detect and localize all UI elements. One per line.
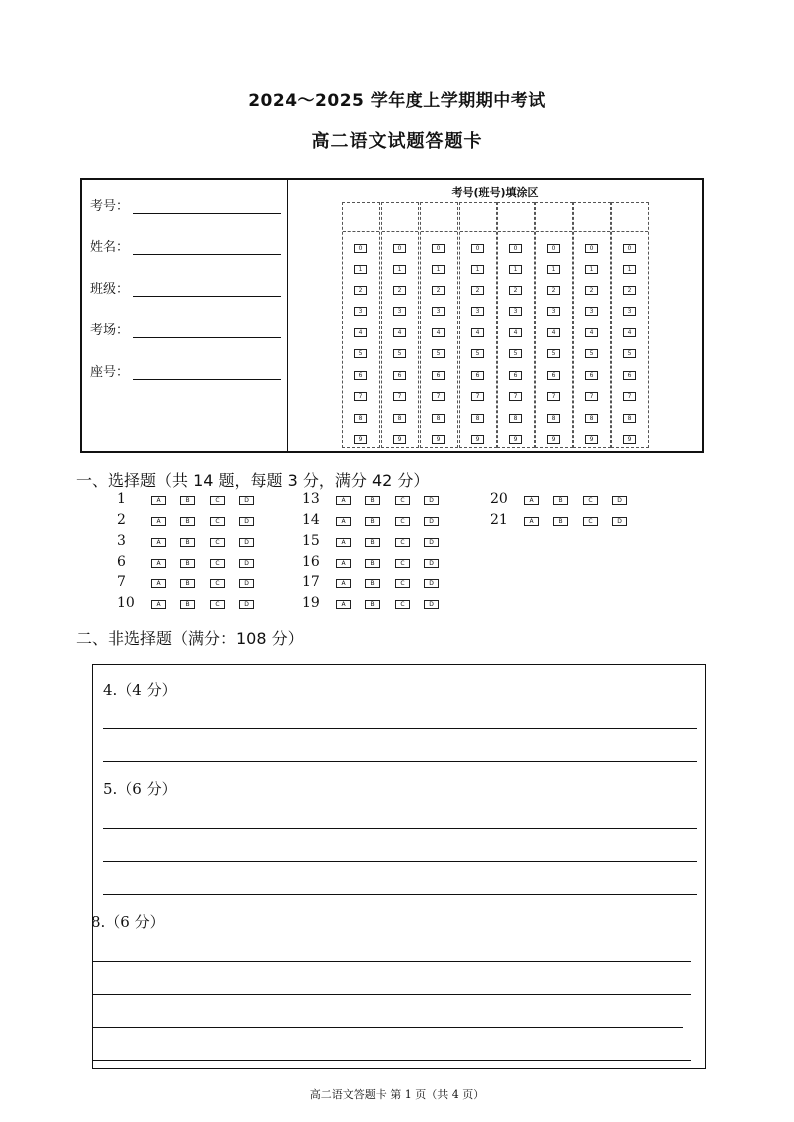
exam-id-write-cell[interactable]: [574, 203, 610, 232]
exam-id-bubble[interactable]: 1: [509, 265, 522, 274]
answer-bubble-d[interactable]: D: [424, 559, 439, 568]
exam-id-bubble[interactable]: 0: [354, 244, 367, 253]
exam-id-bubble[interactable]: 7: [623, 392, 636, 401]
answer-bubble-a[interactable]: A: [151, 496, 166, 505]
field-label: 座号：: [90, 365, 130, 380]
answer-bubble-b[interactable]: B: [180, 579, 195, 588]
answer-bubble-c[interactable]: C: [210, 517, 225, 526]
field-label: 班级：: [90, 282, 130, 297]
field-line: [133, 241, 281, 255]
exam-id-bubble[interactable]: 5: [393, 349, 406, 358]
answer-bubble-a[interactable]: A: [336, 559, 351, 568]
exam-id-bubble[interactable]: 9: [585, 435, 598, 444]
card-title: 高二语文试题答题卡: [311, 131, 483, 152]
answer-bubble-b[interactable]: B: [180, 496, 195, 505]
exam-id-bubble[interactable]: 8: [585, 414, 598, 423]
field-line: [133, 324, 281, 338]
exam-id-write-cell[interactable]: [421, 203, 457, 232]
exam-id-bubble[interactable]: 0: [471, 244, 484, 253]
question-number: 14: [302, 512, 320, 528]
exam-id-bubble[interactable]: 4: [509, 328, 522, 337]
exam-id-column: [381, 202, 419, 448]
exam-id-write-cell[interactable]: [536, 203, 572, 232]
exam-id-bubble[interactable]: 8: [547, 414, 560, 423]
exam-id-column: [573, 202, 611, 448]
exam-id-write-cell[interactable]: [498, 203, 534, 232]
exam-id-bubble[interactable]: 2: [471, 286, 484, 295]
answer-bubble-d[interactable]: D: [424, 579, 439, 588]
exam-id-bubble[interactable]: 8: [509, 414, 522, 423]
answer-line[interactable]: [103, 861, 697, 862]
answer-line[interactable]: [103, 761, 697, 762]
section-nonchoice-title: 二、非选择题（满分：108 分）: [76, 629, 304, 648]
exam-room-field[interactable]: [90, 319, 281, 338]
answer-bubble-d[interactable]: D: [424, 600, 439, 609]
exam-id-column: [497, 202, 535, 448]
exam-id-bubble[interactable]: 1: [471, 265, 484, 274]
exam-id-bubble[interactable]: 8: [471, 414, 484, 423]
exam-id-bubble[interactable]: 4: [623, 328, 636, 337]
answer-bubble-d[interactable]: D: [239, 517, 254, 526]
answer-bubble-c[interactable]: C: [210, 600, 225, 609]
exam-id-bubble[interactable]: 1: [354, 265, 367, 274]
exam-id-bubble[interactable]: 5: [623, 349, 636, 358]
field-label: 考场：: [90, 323, 130, 338]
exam-id-bubble[interactable]: 4: [432, 328, 445, 337]
exam-id-bubble[interactable]: 3: [432, 307, 445, 316]
answer-bubble-d[interactable]: D: [239, 579, 254, 588]
exam-id-bubble[interactable]: 1: [585, 265, 598, 274]
answer-bubble-a[interactable]: A: [524, 517, 539, 526]
answer-bubble-a[interactable]: A: [336, 538, 351, 547]
answer-bubble-d[interactable]: D: [424, 517, 439, 526]
answer-bubble-b[interactable]: B: [180, 538, 195, 547]
exam-id-bubble[interactable]: 1: [432, 265, 445, 274]
exam-id-column: [535, 202, 573, 448]
answer-bubble-b[interactable]: B: [180, 517, 195, 526]
exam-id-bubble[interactable]: 0: [547, 244, 560, 253]
exam-id-bubble[interactable]: 3: [354, 307, 367, 316]
question-number: 10: [117, 595, 135, 611]
field-line: [133, 283, 281, 297]
exam-id-bubble[interactable]: 9: [547, 435, 560, 444]
question-number: 17: [302, 574, 320, 590]
exam-id-bubble[interactable]: 3: [393, 307, 406, 316]
answer-bubble-d[interactable]: D: [239, 496, 254, 505]
answer-line[interactable]: [103, 894, 697, 895]
answer-bubble-b[interactable]: B: [180, 600, 195, 609]
answer-bubble-c[interactable]: C: [210, 559, 225, 568]
field-label: 考号：: [90, 199, 130, 214]
answer-bubble-c[interactable]: C: [395, 517, 410, 526]
question-number: 6: [117, 554, 126, 570]
question-label: 8.（6 分）: [91, 913, 165, 931]
answer-bubble-b[interactable]: B: [365, 559, 380, 568]
exam-id-bubble[interactable]: 1: [547, 265, 560, 274]
answer-bubble-b[interactable]: B: [553, 517, 568, 526]
exam-id-bubble[interactable]: 0: [623, 244, 636, 253]
answer-bubble-b[interactable]: B: [365, 517, 380, 526]
answer-bubble-d[interactable]: D: [239, 559, 254, 568]
exam-id-bubble[interactable]: 2: [393, 286, 406, 295]
exam-id-bubble[interactable]: 6: [585, 371, 598, 380]
answer-bubble-c[interactable]: C: [210, 496, 225, 505]
exam-id-write-cell[interactable]: [460, 203, 496, 232]
exam-id-bubble[interactable]: 9: [623, 435, 636, 444]
answer-bubble-b[interactable]: B: [553, 496, 568, 505]
exam-id-column: [459, 202, 497, 448]
exam-id-bubble[interactable]: 2: [547, 286, 560, 295]
exam-id-bubble[interactable]: 5: [354, 349, 367, 358]
question-number: 7: [117, 574, 126, 590]
answer-bubble-c[interactable]: C: [395, 579, 410, 588]
answer-bubble-d[interactable]: D: [424, 496, 439, 505]
exam-id-bubble[interactable]: 3: [547, 307, 560, 316]
exam-id-bubble[interactable]: 6: [354, 371, 367, 380]
exam-id-bubble[interactable]: 0: [432, 244, 445, 253]
exam-id-bubble[interactable]: 6: [393, 371, 406, 380]
class-field[interactable]: [90, 278, 281, 297]
exam-id-bubble[interactable]: 7: [393, 392, 406, 401]
answer-line[interactable]: [93, 961, 691, 962]
answer-bubble-a[interactable]: A: [151, 559, 166, 568]
exam-id-bubble[interactable]: 4: [354, 328, 367, 337]
exam-id-bubble[interactable]: 9: [471, 435, 484, 444]
question-number: 3: [117, 533, 126, 549]
answer-line[interactable]: [93, 1027, 683, 1028]
field-label: 姓名：: [90, 240, 130, 255]
answer-bubble-a[interactable]: A: [336, 579, 351, 588]
exam-id-column: [342, 202, 380, 448]
exam-id-bubble[interactable]: 7: [509, 392, 522, 401]
answer-line[interactable]: [103, 828, 697, 829]
exam-id-bubble[interactable]: 8: [623, 414, 636, 423]
answer-bubble-a[interactable]: A: [151, 579, 166, 588]
exam-id-bubble[interactable]: 6: [509, 371, 522, 380]
question-number: 21: [490, 512, 508, 528]
exam-id-bubble[interactable]: 4: [547, 328, 560, 337]
answer-bubble-c[interactable]: C: [395, 559, 410, 568]
name-field[interactable]: [90, 236, 281, 255]
exam-id-bubble[interactable]: 6: [623, 371, 636, 380]
page-footer: 高二语文答题卡 第 1 页（共 4 页）: [309, 1088, 485, 1101]
field-line: [133, 366, 281, 380]
student-info-panel: [80, 178, 704, 453]
exam-id-bubble[interactable]: 2: [432, 286, 445, 295]
question-number: 15: [302, 533, 320, 549]
exam-id-bubble[interactable]: 3: [509, 307, 522, 316]
answer-bubble-d[interactable]: D: [239, 538, 254, 547]
exam-id-bubble[interactable]: 9: [393, 435, 406, 444]
exam-id-bubble[interactable]: 6: [432, 371, 445, 380]
answer-bubble-d[interactable]: D: [424, 538, 439, 547]
answer-bubble-b[interactable]: B: [180, 559, 195, 568]
question-number: 19: [302, 595, 320, 611]
exam-id-bubble[interactable]: 4: [585, 328, 598, 337]
exam-id-write-cell[interactable]: [382, 203, 418, 232]
exam-id-column: [611, 202, 649, 448]
exam-id-bubble[interactable]: 7: [354, 392, 367, 401]
answer-bubble-b[interactable]: B: [365, 600, 380, 609]
exam-id-bubble[interactable]: 4: [393, 328, 406, 337]
exam-id-bubble[interactable]: 9: [432, 435, 445, 444]
answer-bubble-b[interactable]: B: [365, 496, 380, 505]
exam-id-bubble[interactable]: 3: [623, 307, 636, 316]
exam-id-bubble[interactable]: 1: [393, 265, 406, 274]
exam-id-write-cell[interactable]: [343, 203, 379, 232]
answer-bubble-c[interactable]: C: [395, 538, 410, 547]
answer-bubble-b[interactable]: B: [365, 538, 380, 547]
exam-id-fill-title: 考号(班号)填涂区: [451, 186, 539, 199]
exam-number-field[interactable]: [90, 195, 281, 214]
answer-bubble-a[interactable]: A: [151, 538, 166, 547]
exam-id-column: [420, 202, 458, 448]
exam-id-bubble[interactable]: 7: [585, 392, 598, 401]
question-number: 13: [302, 491, 320, 507]
seat-number-field[interactable]: [90, 361, 281, 380]
exam-id-bubble[interactable]: 4: [471, 328, 484, 337]
exam-id-bubble[interactable]: 5: [547, 349, 560, 358]
field-line: [133, 200, 281, 214]
answer-bubble-a[interactable]: A: [151, 517, 166, 526]
question-number: 16: [302, 554, 320, 570]
exam-id-bubble[interactable]: 0: [509, 244, 522, 253]
answer-bubble-b[interactable]: B: [365, 579, 380, 588]
exam-id-bubble[interactable]: 5: [585, 349, 598, 358]
answer-bubble-c[interactable]: C: [210, 538, 225, 547]
exam-id-bubble[interactable]: 6: [471, 371, 484, 380]
exam-id-bubble[interactable]: 9: [509, 435, 522, 444]
answer-line[interactable]: [103, 728, 697, 729]
question-number: 2: [117, 512, 126, 528]
answer-bubble-d[interactable]: D: [612, 517, 627, 526]
answer-line[interactable]: [93, 994, 691, 995]
exam-id-bubble[interactable]: 7: [471, 392, 484, 401]
exam-id-bubble[interactable]: 5: [432, 349, 445, 358]
exam-title: 2024～2025 学年度上学期期中考试: [248, 91, 546, 111]
question-number: 1: [117, 491, 126, 507]
exam-id-bubble[interactable]: 9: [354, 435, 367, 444]
answer-bubble-d[interactable]: D: [612, 496, 627, 505]
panel-divider: [287, 180, 288, 451]
exam-id-bubble[interactable]: 8: [354, 414, 367, 423]
exam-id-bubble[interactable]: 0: [393, 244, 406, 253]
answer-bubble-a[interactable]: A: [336, 496, 351, 505]
answer-bubble-c[interactable]: C: [395, 600, 410, 609]
question-number: 20: [490, 491, 508, 507]
answer-bubble-c[interactable]: C: [395, 496, 410, 505]
answer-bubble-c[interactable]: C: [210, 579, 225, 588]
exam-id-bubble[interactable]: 7: [432, 392, 445, 401]
section-choice-title: 一、选择题（共 14 题，每题 3 分，满分 42 分）: [76, 471, 430, 490]
answer-bubble-a[interactable]: A: [336, 517, 351, 526]
question-label: 5.（6 分）: [103, 780, 177, 798]
exam-id-bubble[interactable]: 5: [509, 349, 522, 358]
answer-bubble-a[interactable]: A: [151, 600, 166, 609]
exam-id-bubble[interactable]: 2: [354, 286, 367, 295]
exam-id-bubble[interactable]: 1: [623, 265, 636, 274]
exam-id-bubble[interactable]: 8: [393, 414, 406, 423]
exam-id-bubble[interactable]: 8: [432, 414, 445, 423]
exam-id-bubble[interactable]: 7: [547, 392, 560, 401]
answer-bubble-a[interactable]: A: [524, 496, 539, 505]
exam-id-bubble[interactable]: 0: [585, 244, 598, 253]
exam-id-bubble[interactable]: 3: [585, 307, 598, 316]
exam-id-bubble[interactable]: 5: [471, 349, 484, 358]
exam-id-bubble[interactable]: 2: [585, 286, 598, 295]
exam-id-bubble[interactable]: 3: [471, 307, 484, 316]
answer-bubble-a[interactable]: A: [336, 600, 351, 609]
exam-id-write-cell[interactable]: [612, 203, 648, 232]
answer-bubble-c[interactable]: C: [583, 496, 598, 505]
answer-writing-box: [92, 664, 706, 1069]
exam-id-bubble[interactable]: 6: [547, 371, 560, 380]
exam-id-bubble[interactable]: 2: [509, 286, 522, 295]
exam-id-bubble[interactable]: 2: [623, 286, 636, 295]
answer-line[interactable]: [93, 1060, 691, 1061]
answer-bubble-d[interactable]: D: [239, 600, 254, 609]
question-label: 4.（4 分）: [103, 681, 177, 699]
answer-bubble-c[interactable]: C: [583, 517, 598, 526]
